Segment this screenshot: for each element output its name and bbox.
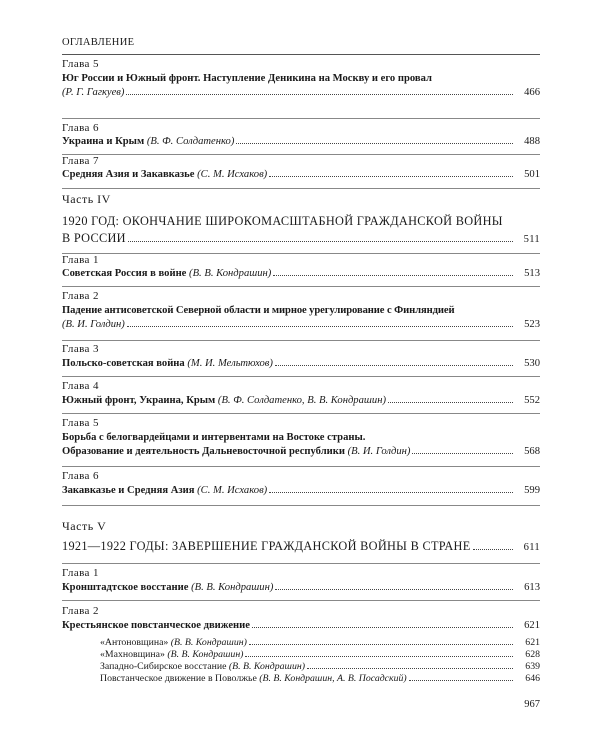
leader-dots [269, 176, 513, 177]
leader-dots [245, 656, 513, 657]
entry-author: (В. В. Кондрашин) [167, 649, 244, 660]
subsection-entry [100, 661, 540, 673]
leader-dots [307, 668, 513, 669]
entry-author: (Р. Г. Гагкуев) [62, 87, 125, 98]
page-number: 621 [525, 637, 540, 648]
toc-entry [62, 135, 540, 149]
page-number: 628 [525, 649, 540, 660]
page-number: 639 [525, 661, 540, 672]
entry-author: (В. В. Кондрашин) [170, 637, 247, 648]
entry-title: Образование и деятельность Дальневосточной республики [62, 446, 345, 457]
part-heading [62, 213, 540, 248]
page-number: 621 [524, 620, 540, 631]
entry-title: Крестьянское повстанческое движение [62, 620, 250, 631]
chapter-label: Глава 2 [62, 290, 99, 302]
part-title: 1920 ГОД: ОКОНЧАНИЕ ШИРОКОМАСШТАБНОЙ ГРАЖДАНСКОЙ ВОЙНЫ [62, 214, 503, 228]
page-number: 466 [524, 87, 540, 98]
separator [62, 118, 540, 119]
entry-title: Падение антисоветской Северной области и мирное урегулирование с Финляндией [62, 305, 455, 316]
separator [62, 466, 540, 467]
separator [62, 340, 540, 341]
page-number: 501 [524, 169, 540, 180]
toc-entry [62, 394, 540, 408]
chapter-label: Глава 2 [62, 605, 99, 617]
chapter-label: Глава 5 [62, 58, 99, 70]
leader-dots [412, 453, 513, 454]
subsection-title: «Антоновщина» [100, 637, 169, 648]
toc-entry [62, 357, 540, 371]
leader-dots [126, 94, 513, 95]
entry-title: Южный фронт, Украина, Крым [62, 395, 216, 406]
chapter-label: Глава 3 [62, 343, 99, 355]
chapter-label: Глава 7 [62, 155, 99, 167]
separator [62, 413, 540, 414]
entry-title: Юг России и Южный фронт. Наступление Деникина на Москву и его провал [62, 73, 432, 84]
chapter-label: Глава 6 [62, 122, 99, 134]
page-number: 613 [524, 582, 540, 593]
chapter-label: Глава 1 [62, 254, 99, 266]
entry-author: (В. Ф. Солдатенко) [146, 136, 235, 147]
entry-author: (С. М. Исхаков) [197, 485, 268, 496]
leader-dots [249, 644, 513, 645]
entry-author: (В. В. Кондрашин, А. В. Посадский) [259, 673, 407, 684]
toc-entry [62, 484, 540, 498]
separator [62, 376, 540, 377]
separator [62, 188, 540, 189]
toc-entry [62, 304, 540, 332]
entry-author: (В. Ф. Солдатенко, В. В. Кондрашин) [217, 395, 386, 406]
entry-author: (С. М. Исхаков) [197, 169, 268, 180]
part-label: Часть V [62, 519, 107, 533]
toc-entry [62, 431, 540, 459]
page-folio: 967 [524, 699, 540, 710]
leader-dots [273, 275, 513, 276]
entry-title: Украина и Крым [62, 136, 145, 147]
page-number: 568 [524, 446, 540, 457]
entry-author: (М. И. Мельтюхов) [187, 358, 273, 369]
page-number: 488 [524, 136, 540, 147]
toc-entry [62, 581, 540, 595]
page-number: 523 [524, 319, 540, 330]
entry-title: Польско-советская война [62, 358, 185, 369]
toc-entry [62, 72, 540, 100]
entry-author: (В. В. Кондрашин) [228, 661, 305, 672]
chapter-label: Глава 1 [62, 567, 99, 579]
entry-title: Закавказье и Средняя Азия [62, 485, 195, 496]
subsection-title: Повстанческое движение в Поволжье [100, 673, 257, 684]
separator [62, 286, 540, 287]
separator [62, 505, 540, 506]
toc-entry [62, 267, 540, 281]
subsection-entry [100, 637, 540, 649]
running-head: ОГЛАВЛЕНИЕ [62, 37, 135, 48]
entry-author: (В. И. Голдин) [347, 446, 411, 457]
page-number: 599 [524, 485, 540, 496]
toc-entry [62, 168, 540, 182]
chapter-label: Глава 6 [62, 470, 99, 482]
page-number: 611 [523, 542, 540, 553]
entry-title: Кронштадтское восстание [62, 582, 189, 593]
page-number: 530 [524, 358, 540, 369]
entry-title: Средняя Азия и Закавказье [62, 169, 195, 180]
chapter-label: Глава 4 [62, 380, 99, 392]
page-number: 511 [523, 234, 540, 245]
entry-title: Советская Россия в войне [62, 268, 187, 279]
leader-dots [236, 143, 513, 144]
leader-dots [473, 549, 513, 550]
subsection-list [100, 637, 540, 685]
part-label: Часть IV [62, 192, 111, 206]
leader-dots [409, 680, 513, 681]
page-number: 646 [525, 673, 540, 684]
part-heading [62, 538, 540, 556]
subsection-title: Западно-Сибирское восстание [100, 661, 227, 672]
part-title: В РОССИИ [62, 231, 126, 245]
part-title: 1921—1922 ГОДЫ: ЗАВЕРШЕНИЕ ГРАЖДАНСКОЙ ВОЙНЫ В СТРАНЕ [62, 539, 471, 553]
leader-dots [269, 492, 513, 493]
page-number: 552 [524, 395, 540, 406]
toc-page [62, 0, 540, 750]
leader-dots [388, 402, 513, 403]
separator [62, 600, 540, 601]
header-rule [62, 54, 540, 55]
leader-dots [275, 365, 513, 366]
entry-author: (В. И. Голдин) [62, 319, 125, 330]
page-number: 513 [524, 268, 540, 279]
leader-dots [128, 241, 513, 242]
subsection-entry [100, 649, 540, 661]
entry-author: (В. В. Кондрашин) [191, 582, 274, 593]
chapter-label: Глава 5 [62, 417, 99, 429]
subsection-title: «Махновщина» [100, 649, 165, 660]
leader-dots [252, 627, 513, 628]
separator [62, 563, 540, 564]
leader-dots [275, 589, 513, 590]
entry-title: Борьба с белогвардейцами и интервентами на Востоке страны. [62, 432, 366, 443]
entry-author: (В. В. Кондрашин) [189, 268, 272, 279]
subsection-entry [100, 673, 540, 685]
leader-dots [127, 326, 513, 327]
toc-entry [62, 619, 540, 633]
